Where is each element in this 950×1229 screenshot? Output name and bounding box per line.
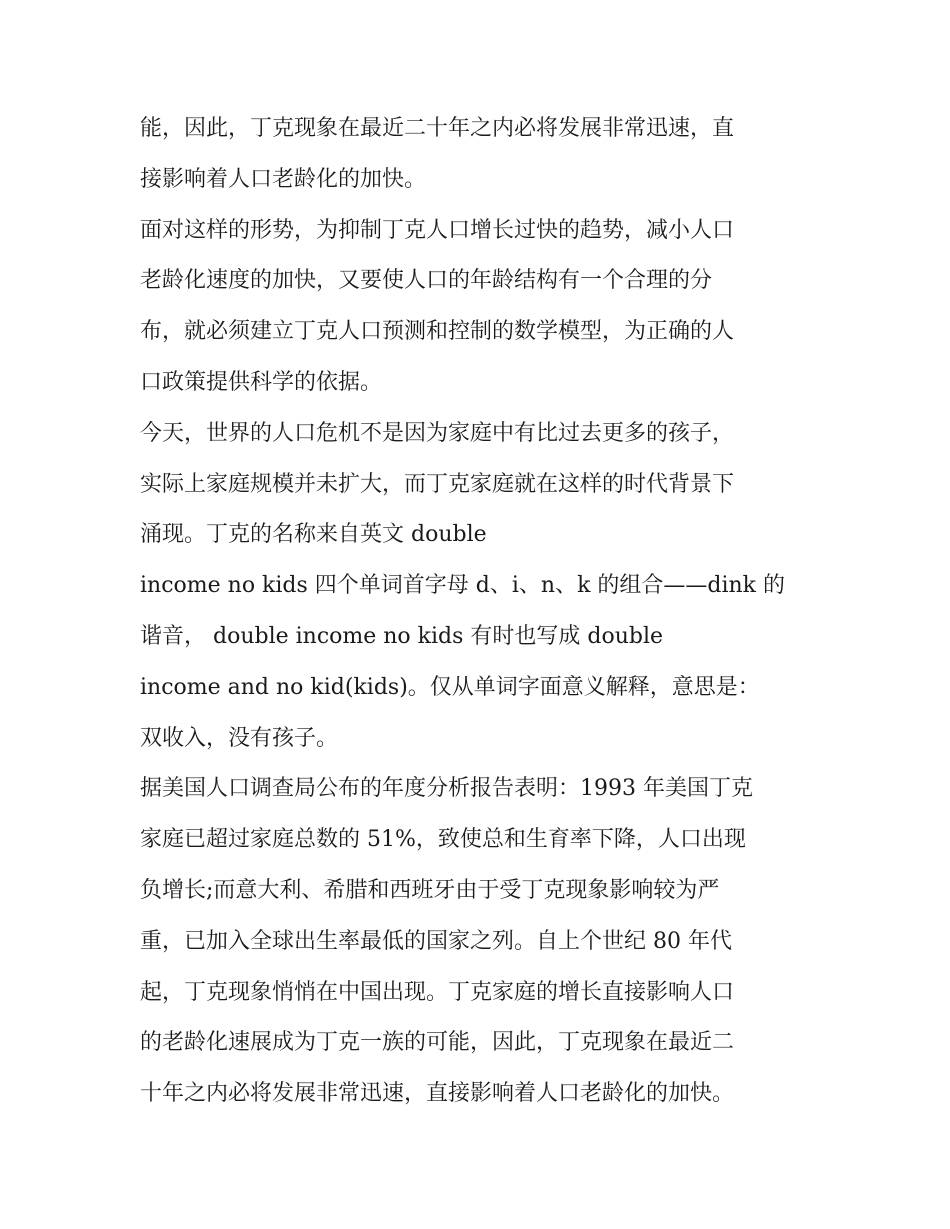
text-line: 今天，世界的人口危机不是因为家庭中有比过去更多的孩子， [140,420,735,446]
text-line: 面对这样的形势，为抑制丁克人口增长过快的趋势，减小人口 [140,217,735,243]
text-line: 涌现。丁克的名称来自英文 double [140,522,487,548]
text-line: 口政策提供科学的依据。 [140,369,383,395]
text-line: 实际上家庭规模并未扩大，而丁克家庭就在这样的时代背景下 [140,471,735,497]
text-line: 布，就必须建立丁克人口预测和控制的数学模型，为正确的人 [140,319,735,345]
text-line: 接影响着人口老龄化的加快。 [140,166,427,192]
body-text [140,104,820,1120]
text-line: 能，因此，丁克现象在最近二十年之内必将发展非常迅速，直 [140,116,735,141]
text-line: income and no kid(kids)。仅从单词字面意义解释，意思是： [140,674,760,700]
text-line: 谐音， double income no kids 有时也写成 double [140,623,664,649]
text-line: 的老龄化速展成为丁克一族的可能，因此，丁克现象在最近二 [140,1030,735,1056]
text-line: income no kids 四个单词首字母 d、i、n、k 的组合——dink 的 [140,573,786,599]
text-line: 重，已加入全球出生率最低的国家之列。自上个世纪 80 年代 [140,928,732,954]
text-line: 据美国人口调查局公布的年度分析报告表明：1993 年美国丁克 [140,776,753,802]
text-line: 负增长;而意大利、希腊和西班牙由于受丁克现象影响较为严 [140,877,720,903]
text-line: 十年之内必将发展非常迅速，直接影响着人口老龄化的加快。 [140,1081,735,1107]
text-line: 老龄化速度的加快，又要使人口的年龄结构有一个合理的分 [140,268,713,294]
text-line: 双收入，没有孩子。 [140,725,339,751]
text-line: 起，丁克现象悄悄在中国出现。丁克家庭的增长直接影响人口 [140,979,735,1005]
text-line: 家庭已超过家庭总数的 51%，致使总和生育率下降，人口出现 [140,827,746,853]
